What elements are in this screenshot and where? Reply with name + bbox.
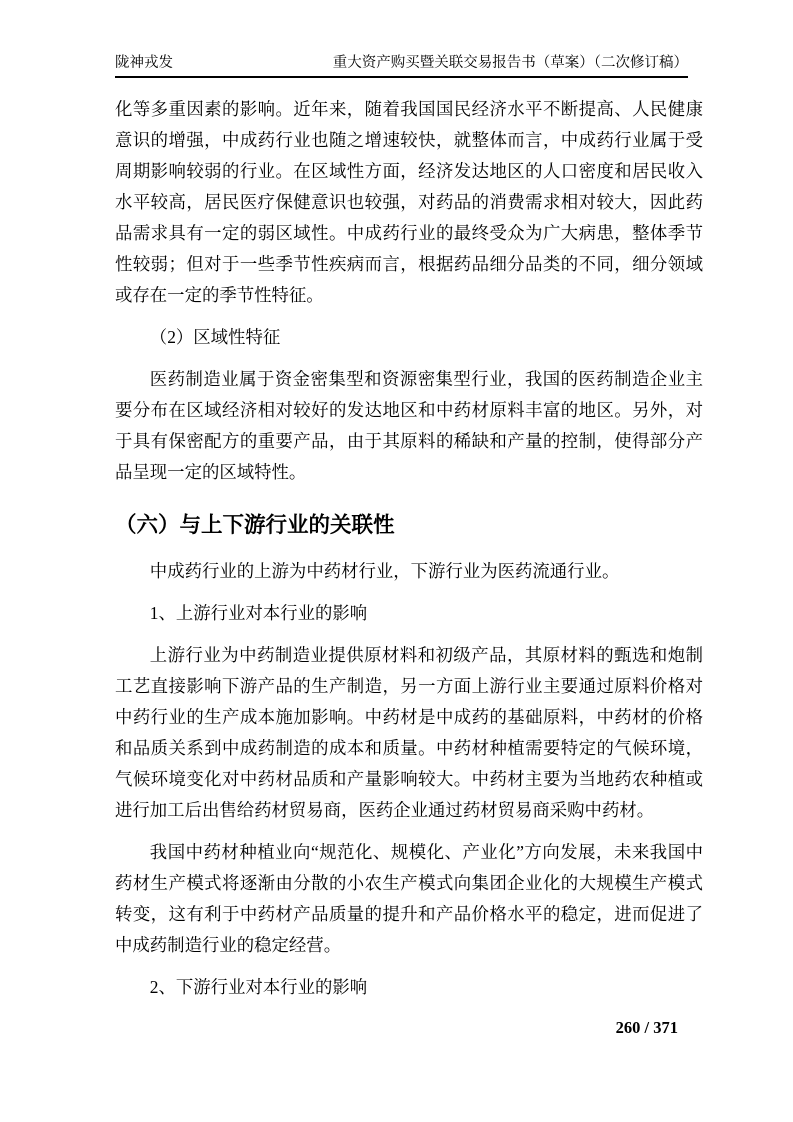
subheading-upstream-impact: 1、上游行业对本行业的影响 [149, 603, 368, 623]
header-report-title: 重大资产购买暨关联交易报告书（草案）（二次修订稿） [332, 55, 688, 71]
paragraph-upstream-impact: 上游行业为中药制造业提供原材料和初级产品，其原材料的甄选和炮制工艺直接影响下游产品的生产制造，另一方面上游行业主要通过原料价格对中药行业的生产成本施加影响。中药材是中成药的基础原料，中药材的价格和品质关系到中成药制造的成本和质量。中药材种植需要特定的气候环境，气候环境变化对中药材品质和产量影响较大。中药材主要为当地药农种植或进行加工后出售给药材贸易商，医药企业通过药材贸易商采购中药材。 [115, 645, 703, 820]
header-company-name: 陇神戎发 [115, 55, 173, 71]
page-footer [115, 1018, 678, 1038]
subheading-regional-characteristics: （2）区域性特征 [149, 327, 281, 347]
section-heading-upstream-downstream: （六）与上下游行业的关联性 [115, 513, 395, 537]
page-header [115, 54, 688, 78]
document-body [115, 94, 703, 1014]
paragraph-upstream-downstream-intro: 中成药行业的上游为中药材行业，下游行业为医药流通行业。 [149, 561, 620, 581]
paragraph-industry-cycle: 化等多重因素的影响。近年来，随着我国国民经济水平不断提高、人民健康意识的增强，中成药行业也随之增速较快，就整体而言，中成药行业属于受周期影响较弱的行业。在区域性方面，经济发达地区的人口密度和居民收入水平较高，居民医疗保健意识也较强，对药品的消费需求相对较大，因此药品需求具有一定的弱区域性。中成药行业的最终受众为广大病患，整体季节性较弱；但对于一些季节性疾病而言，根据药品细分品类的不同，细分领域或存在一定的季节性特征。 [115, 99, 703, 305]
paragraph-planting-industry-trend: 我国中药材种植业向“规范化、规模化、产业化”方向发展，未来我国中药材生产模式将逐渐由分散的小农生产模式向集团企业化的大规模生产模式转变，这有利于中药材产品质量的提升和产品价格水平的稳定，进而促进了中成药制造行业的稳定经营。 [115, 842, 703, 955]
subheading-downstream-impact: 2、下游行业对本行业的影响 [149, 977, 368, 997]
paragraph-regional-characteristics: 医药制造业属于资金密集型和资源密集型行业，我国的医药制造企业主要分布在区域经济相对较好的发达地区和中药材原料丰富的地区。另外，对于具有保密配方的重要产品，由于其原料的稀缺和产量的控制，使得部分产品呈现一定的区域特性。 [115, 369, 703, 482]
page-number: 260 / 371 [615, 1018, 678, 1037]
